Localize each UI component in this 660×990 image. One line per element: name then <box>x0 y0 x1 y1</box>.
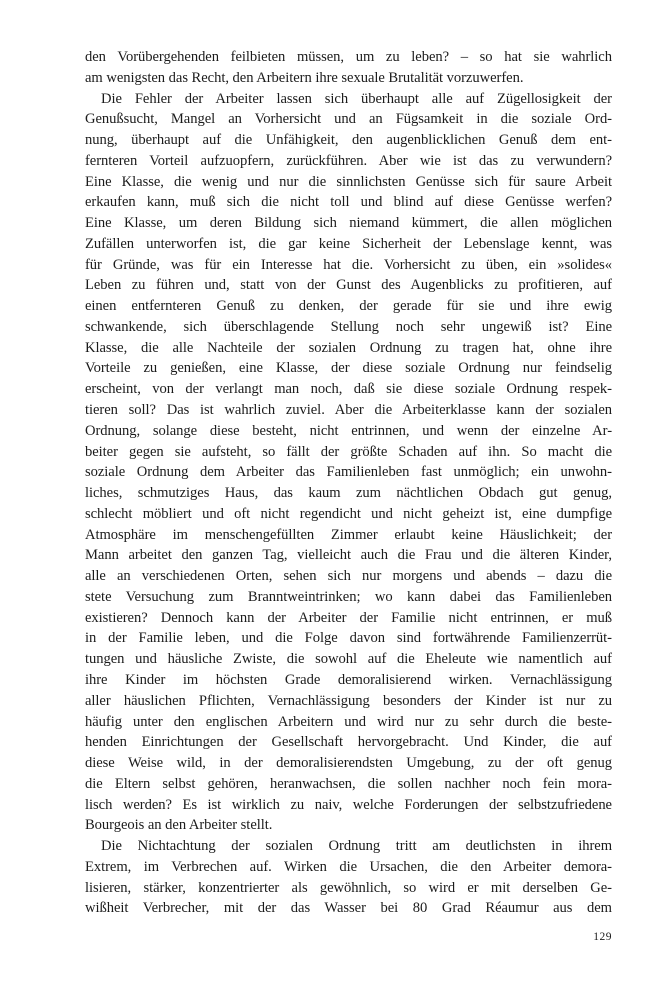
text-line: Bourgeois an den Arbeiter stellt. <box>85 817 273 834</box>
text-line: Zufällen unterworfen ist, die gar keine Sicherheit der Lebenslage kennt, was <box>85 235 612 252</box>
text-line: am wenigsten das Recht, den Arbeitern ihre sexuale Brutalität vorzuwerfen. <box>85 69 524 86</box>
text-line: Die Fehler der Arbeiter lassen sich überhaupt alle auf Zügellosigkeit der <box>101 90 612 107</box>
text-line: beiter gegen sie aufsteht, so fällt der größte Schaden auf ihn. So macht die <box>85 443 612 460</box>
text-line: in der Familie leben, und die Folge davon sind fortwährende Familienzerrüt- <box>85 630 612 647</box>
text-line: für Gründe, was für ein Interesse hat die. Vorhersicht zu üben, ein »solides« <box>85 256 612 273</box>
text-line: Mann arbeitet den ganzen Tag, vielleicht auch die Frau und die älteren Kinder, <box>85 547 612 564</box>
text-line: lisieren, stärker, konzentrierter als gewöhnlich, so wird er mit derselben Ge- <box>85 879 612 896</box>
text-line: die Eltern selbst gehören, heranwachsen, die sollen nachher noch fein mora- <box>85 775 612 792</box>
text-line: soziale Ordnung dem Arbeiter das Familienleben fast unmöglich; ein unwohn- <box>85 464 612 481</box>
text-line: Genußsucht, Mangel an Vorhersicht und an Fügsamkeit in die soziale Ord- <box>85 111 612 128</box>
text-line: häufig unter den englischen Arbeitern und wird nur zu sehr durch die beste- <box>85 713 612 730</box>
text-line: tieren soll? Das ist wahrlich zuviel. Aber die Arbeiterklasse kann der sozialen <box>85 402 612 419</box>
text-line: schlecht möbliert und oft nicht regendicht und nicht geheizt ist, eine dumpfige <box>85 505 612 522</box>
text-line: tungen und häusliche Zwiste, die sowohl auf die Eheleute wie namentlich auf <box>85 651 612 668</box>
text-line: Ordnung, solange diese besteht, nicht entrinnen, und wenn der einzelne Ar- <box>85 422 612 439</box>
text-line: Leben zu führen und, statt von der Gunst des Augenblicks zu profitieren, auf <box>85 277 612 294</box>
text-line: Die Nichtachtung der sozialen Ordnung tritt am deutlichsten in ihrem <box>101 838 612 855</box>
text-line: existieren? Dennoch kann der Arbeiter der Familie nicht entrinnen, er muß <box>85 609 612 626</box>
text-line: Klasse, die alle Nachteile der sozialen Ordnung zu tragen hat, ohne ihre <box>85 339 612 356</box>
text-line: Vorteile zu genießen, eine Klasse, der diese soziale Ordnung nur feindselig <box>85 360 612 377</box>
text-line: ihre Kinder im höchsten Grade demoralisierend wirken. Vernachlässigung <box>85 671 612 688</box>
text-line: Eine Klasse, die wenig und nur die sinnlichsten Genüsse sich für saure Arbeit <box>85 173 612 190</box>
text-line: fernteren Vorteil aufzuopfern, zurückführen. Aber wie ist das zu verwundern? <box>85 152 612 169</box>
text-line: aller häuslichen Pflichten, Vernachlässigung besonders der Kinder ist nur zu <box>85 692 612 709</box>
text-line: diese Weise wild, in der demoralisierendsten Umgebung, zu der oft genug <box>85 755 612 772</box>
text-line: wißheit Verbrecher, mit der das Wasser bei 80 Grad Réaumur aus dem <box>85 900 612 917</box>
text-line: erscheint, von der verlangt man noch, daß sie diese soziale Ordnung respek- <box>85 381 612 398</box>
text-line: Atmosphäre im menschengefüllten Zimmer erlaubt keine Häuslichkeit; der <box>85 526 612 543</box>
text-line: henden Einrichtungen der Gesellschaft hervorgebracht. Und Kinder, die auf <box>85 734 612 751</box>
text-line: Extrem, im Verbrechen auf. Wirken die Ursachen, die den Arbeiter demora- <box>85 858 612 875</box>
text-line: erkaufen kann, muß sich die nicht toll und blind auf diese Genüsse werfen? <box>85 194 612 211</box>
text-line: lisch werden? Es ist wirklich zu naiv, welche Forderungen der selbstzufriedene <box>85 796 612 813</box>
text-line: schwankende, sich überschlagende Stellung noch sehr ungewiß ist? Eine <box>85 318 612 335</box>
text-line: liches, schmutziges Haus, das kaum zum nächtlichen Obdach gut genug, <box>85 485 612 502</box>
page-number: 129 <box>593 931 612 943</box>
text-line: nung, überhaupt auf die Unfähigkeit, den augenblicklichen Genuß dem ent- <box>85 132 612 149</box>
text-line: einen entfernteren Genuß zu denken, der gerade für sie und ihre ewig <box>85 298 612 315</box>
text-line: stete Versuchung zum Branntweintrinken; wo kann dabei das Familienleben <box>85 588 612 605</box>
body-text <box>85 47 612 919</box>
text-line: den Vorübergehenden feilbieten müssen, um zu leben? – so hat sie wahrlich <box>85 49 612 65</box>
text-line: Eine Klasse, um deren Bildung sich niemand kümmert, die allen möglichen <box>85 215 612 232</box>
text-line: alle an verschiedenen Orten, sehen sich nur morgens und abends – dazu die <box>85 568 612 585</box>
